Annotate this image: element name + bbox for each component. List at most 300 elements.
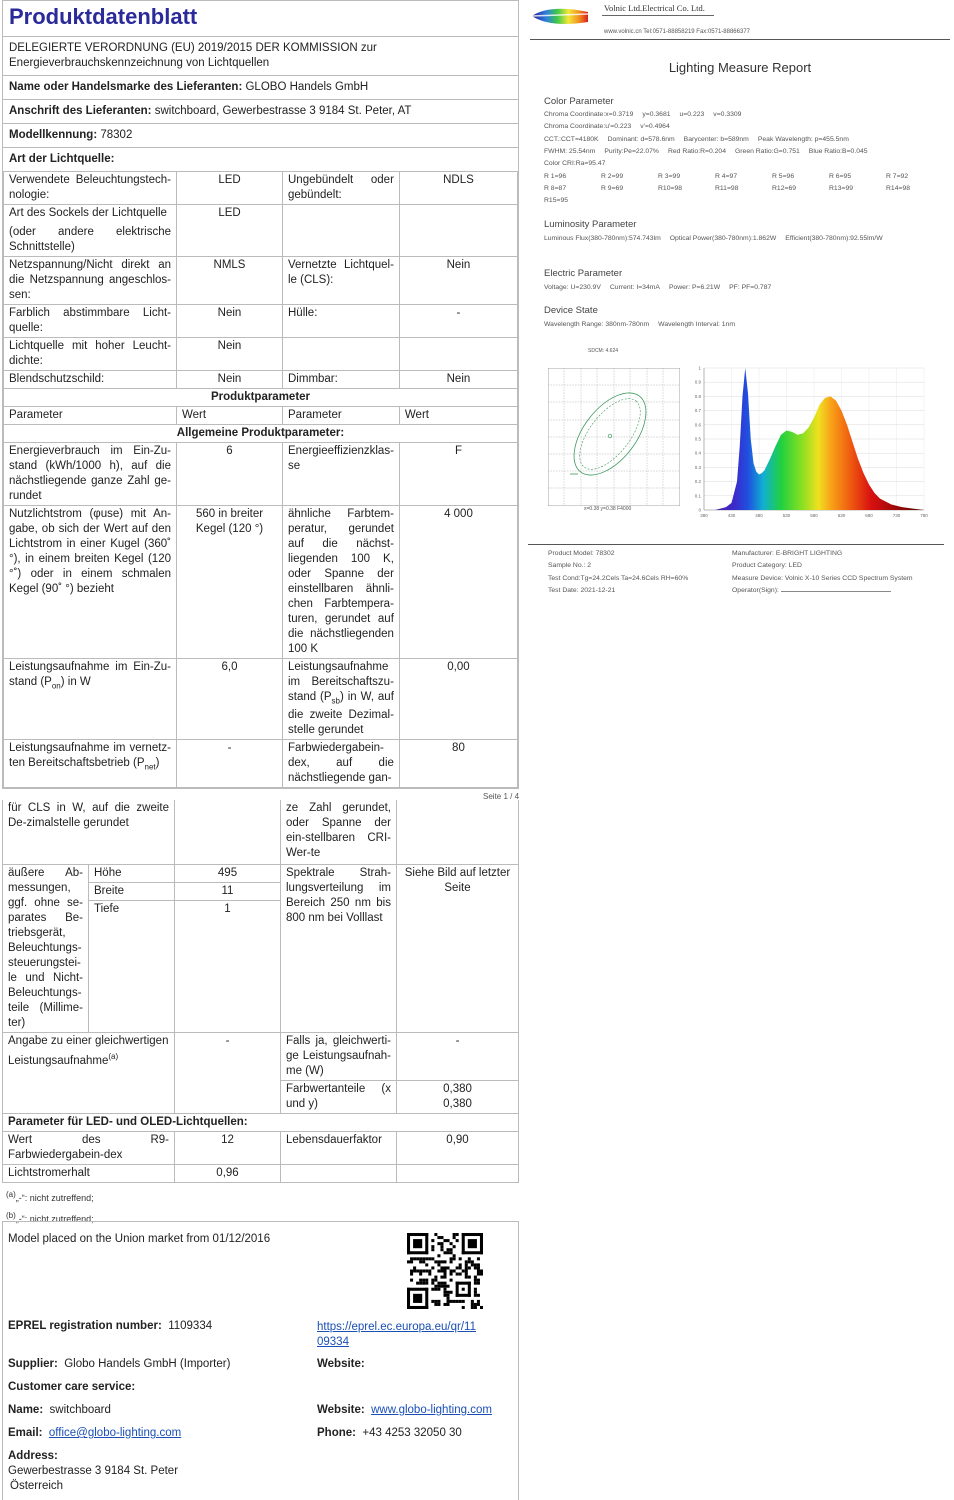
qr-module [443, 1251, 446, 1254]
table-cell: Netzspannung/Nicht direkt an die Netzspannung angeschlos-sen: [4, 257, 177, 305]
table-cell [4, 740, 177, 788]
table-cell: 4 000 [399, 506, 517, 659]
column-header: Wert [177, 407, 283, 425]
table-row [4, 257, 518, 305]
qr-module [450, 1260, 453, 1263]
qr-module [477, 1269, 480, 1272]
qr-module [480, 1306, 483, 1309]
table-cell: Spektrale Strah-lungsverteilung im Bereich 250 nm bis 800 nm bei Volllast [281, 864, 397, 1032]
param-value: Luminous Flux(380-780nm):574.743lm [544, 235, 661, 242]
address-label: Address: [8, 1450, 58, 1462]
table-row [3, 1164, 519, 1182]
qr-module [431, 1288, 434, 1291]
address-line: Gewerbestrasse 3 9184 St. Peter [8, 1465, 179, 1477]
dim-width-label: Breite [89, 883, 174, 901]
qr-module [419, 1273, 422, 1276]
qr-module [456, 1273, 459, 1276]
qr-module [465, 1260, 468, 1263]
param-value: Optical Power(380-780nm):1.862W [669, 235, 777, 242]
y-tick-label: 0.3 [694, 464, 701, 470]
y-tick-label: 0.1 [694, 493, 701, 499]
qr-module [443, 1239, 446, 1242]
address-label: Anschrift des Lieferanten: [9, 105, 152, 117]
email-label: Email: [8, 1427, 43, 1439]
qr-module [450, 1300, 453, 1303]
test-cond: Test Cond:Tg=24.2Cels Ta=24.6Cels RH=60% [548, 575, 689, 582]
qr-finder [425, 1288, 428, 1309]
table-cell [4, 205, 177, 257]
cell-subscript: on [51, 681, 61, 691]
qr-module [477, 1257, 480, 1260]
qr-module [413, 1269, 416, 1272]
qr-module [443, 1294, 446, 1297]
param-value: Red Ratio:R=0.204 [667, 148, 726, 155]
param-value: Voltage: U=230.9V [544, 284, 601, 291]
r-value: R14=98 [886, 185, 910, 192]
supplier-value: GLOBO Handels GmbH [245, 81, 369, 93]
qr-finder [425, 1233, 428, 1254]
qr-module [450, 1291, 453, 1294]
table-cell [281, 1164, 397, 1182]
qr-module [410, 1269, 413, 1272]
footnote-text: „-“: nicht zutreffend; [15, 1193, 94, 1203]
table-cell: für CLS in W, auf die zweite De-zimalstelle gerundet [3, 800, 175, 864]
x-tick-label: 680 [865, 513, 873, 518]
cct-line [544, 136, 858, 143]
qr-module [447, 1291, 450, 1294]
qr-module [413, 1257, 416, 1260]
qr-finder [462, 1233, 465, 1254]
table-cell: Farbwertanteile (x und y) [281, 1080, 397, 1113]
param-value: CCT.:CCT=4180K [544, 136, 599, 143]
eprel-link-block [317, 1320, 476, 1350]
param-value: FWHM: 25.54nm [544, 148, 596, 155]
qr-module [428, 1269, 431, 1272]
cell-text: ) in W, auf die zweite Dezimal-stelle gerundet [288, 691, 394, 737]
table-cell: - [177, 740, 283, 788]
supplier-label: Name oder Handelsmarke des Lieferanten: [9, 81, 243, 93]
table-cell: Ungebündelt oder gebündelt: [283, 172, 400, 205]
device-state-line [544, 321, 744, 328]
table-cell [397, 1164, 519, 1182]
qr-module [425, 1257, 428, 1260]
table-cell [283, 659, 400, 740]
qr-module [468, 1276, 471, 1279]
table-cell: Lichtstromerhalt [3, 1164, 175, 1182]
qr-module [407, 1260, 410, 1263]
table-cell: Farblich abstimmbare Licht-quelle: [4, 305, 177, 338]
x-tick-label: 430 [727, 513, 736, 518]
qr-module [447, 1294, 450, 1297]
color-parameter-heading: Color Parameter [544, 96, 614, 107]
table-cell: 560 in breiter Kegel (120 °) [177, 506, 283, 659]
qr-module [447, 1303, 450, 1306]
table-cell: Falls ja, gleichwerti-ge Leistungsaufnah-me (W) [281, 1032, 397, 1080]
table-row [4, 371, 518, 389]
qr-module [447, 1297, 450, 1300]
electric-line [544, 284, 780, 291]
qr-module [474, 1303, 477, 1306]
qr-module [410, 1257, 413, 1260]
table-cell: 6 [177, 443, 283, 506]
qr-module [465, 1263, 468, 1266]
sheet-title: Produktdatenblatt [3, 1, 518, 37]
param-value: Efficient(380-780nm):92.55lm/W [785, 235, 883, 242]
dim-height-label: Höhe [89, 865, 174, 883]
qr-module [453, 1236, 456, 1239]
table-row [4, 443, 518, 506]
dim-depth-label: Tiefe [94, 902, 120, 915]
section-heading: Produktparameter [4, 389, 518, 407]
param-value: Chroma Coordinate:u'=0.223 [544, 123, 632, 130]
table-cell [175, 800, 281, 864]
table-cell: Lichtquelle mit hoher Leucht-dichte: [4, 338, 177, 371]
cell-text: ) in W [60, 676, 91, 688]
qr-finder [480, 1233, 483, 1254]
test-date: Test Date: 2021-12-21 [548, 587, 616, 594]
section-heading: Parameter für LED- und OLED-Lichtquellen: [3, 1113, 519, 1131]
eprel-link-cont[interactable]: 09334 [317, 1336, 349, 1348]
qr-module [416, 1282, 419, 1285]
address-label-row [8, 1450, 58, 1462]
dim-width-value: 11 [175, 883, 280, 901]
qr-module [474, 1294, 477, 1297]
qr-module [447, 1248, 450, 1251]
sample-no: Sample No.: 2 [548, 562, 592, 569]
qr-module [440, 1260, 443, 1263]
qr-module [422, 1257, 425, 1260]
qr-module [443, 1291, 446, 1294]
qr-module [468, 1260, 471, 1263]
chroma-line [544, 111, 750, 118]
y-tick-label: 0.2 [694, 479, 701, 485]
qr-module [440, 1248, 443, 1251]
model-label: Modellkennung: [9, 129, 98, 141]
qr-module [468, 1266, 471, 1269]
table-cell: Nein [177, 338, 283, 371]
table-row [4, 205, 518, 257]
address-row [3, 100, 518, 124]
qr-module [474, 1276, 477, 1279]
qr-module [440, 1236, 443, 1239]
website-link[interactable]: www.globo-lighting.com [371, 1404, 492, 1416]
table-cell: Hülle: [283, 305, 400, 338]
qr-module [437, 1236, 440, 1239]
table-cell: - [399, 305, 517, 338]
xy-value-x: 0,380 [443, 1082, 472, 1095]
qr-module [465, 1273, 468, 1276]
qr-module [474, 1288, 477, 1291]
phone-label: Phone: [317, 1427, 356, 1439]
qr-finder [413, 1239, 422, 1248]
table-row [4, 305, 518, 338]
table-cell: NDLS [399, 172, 517, 205]
qr-module [447, 1239, 450, 1242]
r-value: R 2=99 [601, 173, 624, 180]
supplier-value: Globo Handels GmbH (Importer) [64, 1358, 231, 1370]
qr-module [443, 1266, 446, 1269]
r-value: R13=99 [829, 185, 853, 192]
qr-module [456, 1239, 459, 1242]
qr-module [447, 1300, 450, 1303]
param-value: Blue Ratio:B=0.045 [808, 148, 868, 155]
table-cell: ze Zahl gerundet, oder Spanne der ein-stellbaren CRI-Wer-te [281, 800, 397, 864]
product-category: Product Category: LED [732, 562, 802, 569]
qr-module [443, 1269, 446, 1272]
table-cell [399, 338, 517, 371]
qr-module [434, 1260, 437, 1263]
qr-module [450, 1257, 453, 1260]
qr-finder [407, 1288, 428, 1291]
qr-module [471, 1260, 474, 1263]
qr-align [462, 1288, 465, 1291]
qr-module [434, 1300, 437, 1303]
phone-value: +43 4253 32050 30 [362, 1427, 462, 1439]
cell-text: Leistungsaufnahme im vernetz-ten Bereitschaftsbetrieb (P [9, 742, 171, 770]
luminosity-heading: Luminosity Parameter [544, 219, 637, 230]
signature-line [781, 591, 891, 592]
cie-diagram [548, 368, 680, 506]
qr-module [453, 1254, 456, 1257]
qr-align [468, 1282, 471, 1297]
xy-value-y: 0,380 [443, 1097, 472, 1110]
r-values-row [544, 185, 944, 192]
qr-module [474, 1266, 477, 1269]
table-cell: F [399, 443, 517, 506]
r-value: R15=95 [544, 197, 568, 204]
address-value: switchboard, Gewerbestrasse 3 9184 St. Peter, AT [154, 105, 412, 117]
qr-module [465, 1276, 468, 1279]
r-value: R 9=69 [601, 185, 624, 192]
param-value: Purity:Pe=22.07% [604, 148, 659, 155]
name-value: switchboard [49, 1404, 111, 1416]
table-row [4, 407, 518, 425]
table-cell [397, 1080, 519, 1113]
qr-module [437, 1269, 440, 1272]
table-row [3, 800, 519, 864]
divider [602, 15, 714, 16]
qr-module [474, 1282, 477, 1285]
divider [530, 39, 950, 40]
qr-module [459, 1257, 462, 1260]
qr-module [419, 1260, 422, 1263]
market-placement: Model placed on the Union market from 01/12/2016 [8, 1233, 271, 1245]
x-tick-label: 780 [920, 513, 928, 518]
qr-module [437, 1288, 440, 1291]
table-row [4, 425, 518, 443]
cell-text: Leistungsaufnahme im Ein-Zu-stand (P [9, 661, 171, 688]
qr-module [434, 1285, 437, 1288]
qr-module [450, 1242, 453, 1245]
qr-module [422, 1279, 425, 1282]
qr-module [474, 1279, 477, 1282]
qr-module [440, 1242, 443, 1245]
table-cell: Farbwiedergabein-dex, auf die nächstliegende gan- [283, 740, 400, 788]
table-cell: - [397, 1032, 519, 1080]
qr-module [437, 1300, 440, 1303]
qr-module [443, 1276, 446, 1279]
qr-module [477, 1282, 480, 1285]
qr-module [434, 1303, 437, 1306]
qr-finder [462, 1233, 483, 1236]
table-row [4, 389, 518, 407]
x-tick-label: 730 [892, 513, 901, 518]
x-tick-label: 630 [837, 513, 846, 518]
qr-module [477, 1266, 480, 1269]
qr-module [413, 1266, 416, 1269]
table-cell: 6,0 [177, 659, 283, 740]
table-cell: Verwendete Beleuchtungstech-nologie: [4, 172, 177, 205]
r-value: R10=98 [658, 185, 682, 192]
eprel-panel [2, 1221, 519, 1500]
y-tick-label: 0.6 [694, 422, 701, 428]
qr-module [410, 1279, 413, 1282]
qr-module [437, 1260, 440, 1263]
param-value: v'=0.4964 [640, 123, 670, 130]
qr-module [425, 1269, 428, 1272]
column-header: Parameter [283, 407, 400, 425]
footnote-text: „-“: nicht zutreffend; [15, 1214, 94, 1224]
email-link[interactable]: office@globo-lighting.com [48, 1427, 182, 1439]
eprel-value: 1109334 [168, 1320, 213, 1332]
table-cell [3, 1032, 175, 1113]
supplier-row [3, 76, 518, 100]
qr-module [425, 1263, 428, 1266]
qr-module [465, 1269, 468, 1272]
table-cell: Nutzlichtstrom (φuse) mit An-gabe, ob sich der Wert auf den Lichtstrom in einer Kugel (360˚ °), in einem breiten Kegel (120 °˚) oder in einem schmalen Kegel (90˚ °) bezieht [4, 506, 177, 659]
qr-module [425, 1279, 428, 1282]
table-cell: - [175, 1032, 281, 1113]
table-cell: 0,96 [175, 1164, 281, 1182]
qr-module [450, 1269, 453, 1272]
qr-module [431, 1257, 434, 1260]
dimensions-label: äußere Ab-messungen, ggf. ohne se-parates Be-triebsgerät, Beleuchtungs-steuerungstei-le und Nicht-Beleuchtungs-teile (Millime-ter) [3, 864, 89, 1032]
qr-module [459, 1266, 462, 1269]
qr-module [474, 1291, 477, 1294]
table-row [3, 1032, 519, 1080]
table-cell [175, 864, 281, 1032]
y-tick-label: 0.7 [694, 408, 701, 414]
qr-module [416, 1269, 419, 1272]
param-value: Barycenter: b=589nm [683, 136, 749, 143]
website-row [317, 1358, 365, 1370]
r-value: R 1=96 [544, 173, 567, 180]
qr-module [440, 1282, 443, 1285]
table-cell: Siehe Bild auf letzter Seite [397, 864, 519, 1032]
qr-module [434, 1233, 437, 1236]
qr-module [447, 1251, 450, 1254]
operator-sign [732, 587, 891, 594]
dim-height-value: 495 [175, 865, 280, 883]
qr-module [440, 1276, 443, 1279]
product-data-sheet-continued [2, 800, 519, 1183]
r-value: R 6=95 [829, 173, 852, 180]
socket-label-sub: (oder andere elektrische Schnittstelle) [9, 226, 171, 253]
qr-module [471, 1263, 474, 1266]
table-cell: Wert des R9-Farbwiedergabein-dex [3, 1131, 175, 1164]
r-value: R 5=96 [772, 173, 795, 180]
param-value: Power: P=6.21W [668, 284, 721, 291]
type-row [3, 148, 518, 171]
param-value: Peak Wavelength: p=455.5nm [757, 136, 849, 143]
param-value: Wavelength Range: 380nm-780nm [544, 321, 650, 328]
qr-module [443, 1260, 446, 1263]
qr-module [440, 1266, 443, 1269]
qr-module [434, 1288, 437, 1291]
table-cell [283, 205, 400, 257]
qr-module [431, 1248, 434, 1251]
cie-caption: x=0.38 y=0.38 F4000 [584, 506, 632, 512]
table-cell [89, 864, 175, 1032]
param-value: Dominant: d=578.6nm [607, 136, 675, 143]
table-cell: ähnliche Farbtem-peratur, gerundet auf die nächst-liegenden 100 K, oder Spanne der einstellbaren ähnli-chen Farbtempera-turen, gerundet auf die nächstliegenden 100 K [283, 506, 400, 659]
table-cell: LED [177, 205, 283, 257]
table-cell: Lebensdauerfaktor [281, 1131, 397, 1164]
y-tick-label: 0.4 [694, 450, 701, 456]
regulation-text: DELEGIERTE VERORDNUNG (EU) 2019/2015 DER KOMMISSION zur Energieverbrauchskennzeichnung von Lichtquellen [3, 37, 518, 76]
address-line: Österreich [10, 1480, 64, 1492]
operator-label: Operator(Sign): [732, 587, 779, 594]
qr-module [431, 1239, 434, 1242]
model-value: 78302 [100, 129, 133, 141]
page-number: Seite 1 / 4 [483, 792, 520, 801]
name-label: Name: [8, 1404, 44, 1416]
param-value: y=0.3681 [642, 111, 671, 118]
table-cell: Energieeffizienzklas-se [283, 443, 400, 506]
table-cell: 0,90 [397, 1131, 519, 1164]
table-cell: 80 [399, 740, 517, 788]
r-value: R11=98 [715, 185, 739, 192]
qr-finder [407, 1251, 428, 1254]
qr-module [422, 1282, 425, 1285]
table-cell: Dimmbar: [283, 371, 400, 389]
table-cell: Nein [399, 371, 517, 389]
cell-text: Angabe zu einer gleichwertigen Leistungsaufnahme [8, 1034, 169, 1067]
qr-module [480, 1269, 483, 1272]
qr-align [456, 1282, 459, 1297]
qr-module [434, 1276, 437, 1279]
param-value: Wavelength Interval: 1nm [658, 321, 735, 328]
product-data-sheet [2, 0, 519, 789]
qr-module [419, 1257, 422, 1260]
eprel-link[interactable]: https://eprel.ec.europa.eu/qr/11 [317, 1321, 476, 1333]
qr-module [440, 1285, 443, 1288]
qr-code-icon[interactable] [407, 1233, 483, 1309]
qr-module [437, 1285, 440, 1288]
measure-device: Measure Device: Volnic X-10 Series CCD Spectrum System [732, 575, 913, 582]
table-cell: LED [177, 172, 283, 205]
qr-module [431, 1282, 434, 1285]
table-row [3, 1113, 519, 1131]
footnote-marker: (b) [6, 1211, 16, 1220]
param-value: Current: I=34mA [609, 284, 660, 291]
model-row [3, 124, 518, 148]
footnote-a [6, 1186, 94, 1207]
spectrum-chart [692, 362, 936, 520]
qr-module [450, 1248, 453, 1251]
qr-module [471, 1306, 474, 1309]
qr-module [443, 1288, 446, 1291]
customer-care-label: Customer care service: [8, 1381, 136, 1393]
qr-module [480, 1273, 483, 1276]
cell-subscript: sb [331, 696, 340, 706]
param-value: v=0.3309 [713, 111, 742, 118]
qr-module [462, 1300, 465, 1303]
qr-module [440, 1245, 443, 1248]
qr-module [428, 1257, 431, 1260]
qr-module [453, 1269, 456, 1272]
table-row [4, 338, 518, 371]
